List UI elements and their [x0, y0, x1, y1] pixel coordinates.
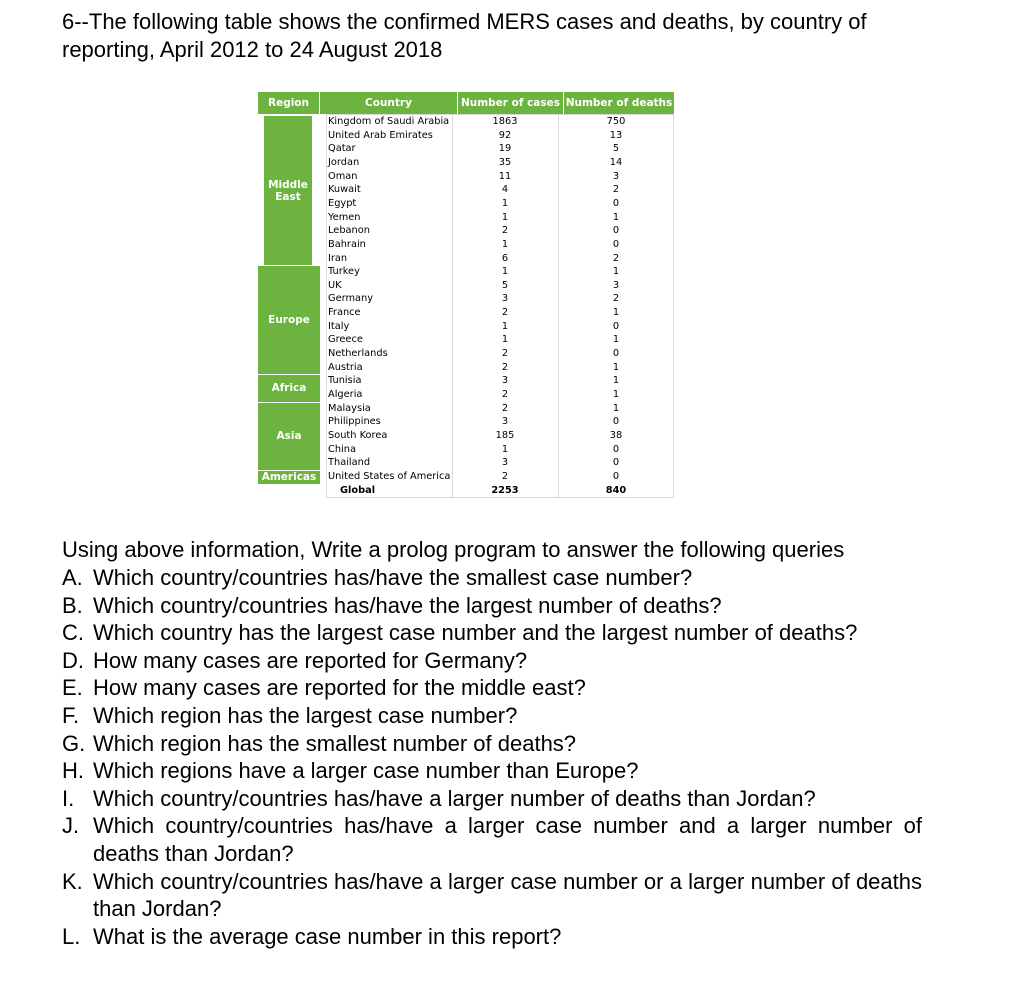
- cell-deaths: 1: [612, 266, 620, 278]
- cell-cases: 4: [501, 184, 509, 196]
- question-text: Which region has the smallest number of deaths?: [93, 730, 577, 756]
- cell-country: South Korea: [328, 429, 388, 441]
- cell-deaths: 0: [612, 457, 620, 469]
- region-label: Americas: [258, 470, 320, 484]
- question-item: [62, 868, 922, 923]
- cell-cases: 19: [498, 143, 512, 155]
- cell-cases: 185: [495, 429, 515, 441]
- question-list: [62, 564, 922, 950]
- cell-cases: 3: [501, 416, 509, 428]
- question-letter: I.: [62, 785, 75, 811]
- cell-cases: 1: [501, 197, 509, 209]
- question-item: [62, 812, 922, 867]
- cell-country: Lebanon: [328, 225, 370, 237]
- question-letter: C.: [62, 620, 84, 646]
- question-item: [62, 923, 922, 951]
- question-letter: D.: [62, 647, 84, 673]
- cell-deaths: 0: [612, 443, 620, 455]
- cell-deaths: 3: [612, 170, 620, 182]
- cell-cases: 1: [501, 443, 509, 455]
- cell-deaths: 750: [606, 116, 626, 127]
- question-text: Which country/countries has/have the largest number of deaths?: [93, 592, 722, 618]
- cell-country: France: [328, 307, 361, 319]
- cell-deaths: 1: [612, 361, 620, 373]
- cell-cases: 1: [501, 320, 509, 332]
- question-text: Which country has the largest case number and the largest number of deaths?: [93, 620, 858, 646]
- cell-country: Philippines: [328, 416, 381, 428]
- question-text: Which country/countries has/have a larger case number or a larger number of deaths than Jordan?: [93, 868, 922, 922]
- cell-deaths: 0: [612, 470, 620, 482]
- cell-deaths: 3: [612, 279, 620, 291]
- cell-deaths: 38: [609, 429, 623, 441]
- cell-country: Kingdom of Saudi Arabia: [328, 116, 450, 127]
- question-text: Which region has the largest case number?: [93, 702, 518, 728]
- cell-cases: 3: [501, 293, 509, 305]
- cell-cases: 1: [501, 334, 509, 346]
- question-letter: E.: [62, 675, 83, 701]
- header-deaths: Number of deaths: [564, 92, 674, 114]
- region-label: Asia: [258, 402, 320, 470]
- cell-deaths: 2: [612, 184, 620, 196]
- cell-cases: 35: [498, 156, 512, 168]
- cell-deaths: 2: [612, 293, 620, 305]
- question-text: Which regions have a larger case number than Europe?: [93, 758, 639, 784]
- question-letter: G.: [62, 730, 86, 756]
- question-letter: F.: [62, 702, 80, 728]
- cell-country: Tunisia: [328, 375, 362, 387]
- question-letter: L.: [62, 923, 81, 949]
- cell-deaths: 14: [609, 156, 623, 168]
- cell-cases: 1: [501, 266, 509, 278]
- cell-deaths: 1: [612, 334, 620, 346]
- region-label: Middle East: [264, 115, 312, 265]
- cell-country: Austria: [328, 361, 363, 373]
- cell-country: United Arab Emirates: [328, 129, 433, 141]
- cell-deaths: 1: [612, 375, 620, 387]
- region-label: Africa: [258, 374, 320, 401]
- question-text: Which country/countries has/have the smallest case number?: [93, 565, 693, 590]
- question-item: [62, 757, 922, 785]
- cell-country: Yemen: [328, 211, 361, 223]
- question-letter: K.: [62, 868, 83, 894]
- cell-cases: 6: [501, 252, 509, 264]
- question-text: Which country/countries has/have a larger case number and a larger number of deaths than Jordan?: [93, 813, 922, 866]
- question-letter: H.: [62, 758, 84, 784]
- cell-cases: 3: [501, 375, 509, 387]
- cell-deaths: 1: [612, 307, 620, 319]
- question-item: [62, 785, 922, 813]
- question-item: [62, 619, 922, 647]
- cell-country: Egypt: [328, 197, 357, 209]
- question-text: How many cases are reported for the middle east?: [93, 675, 586, 701]
- global-cases: 2253: [491, 484, 519, 496]
- cell-deaths: 0: [612, 348, 620, 360]
- cell-cases: 2: [501, 470, 509, 482]
- question-text: How many cases are reported for Germany?: [93, 647, 528, 673]
- cell-country: Thailand: [328, 457, 371, 469]
- cell-country: Turkey: [328, 266, 360, 278]
- cell-deaths: 1: [612, 211, 620, 223]
- cell-country: Algeria: [328, 389, 363, 400]
- cell-deaths: 5: [612, 143, 620, 155]
- cell-country: Germany: [328, 293, 374, 305]
- region-label: Europe: [258, 265, 320, 374]
- cell-country: Jordan: [328, 156, 360, 168]
- header-country: Country: [320, 92, 458, 114]
- cell-cases: 5: [501, 279, 509, 291]
- cell-deaths: 1: [612, 389, 620, 400]
- question-letter: J.: [62, 813, 80, 839]
- cell-cases: 3: [501, 457, 509, 469]
- question-item: [62, 564, 922, 592]
- cell-country: Kuwait: [328, 184, 361, 196]
- cell-country: Netherlands: [328, 348, 388, 360]
- question-item: [62, 674, 922, 702]
- cell-cases: 1863: [492, 116, 518, 127]
- prompt-text: Using above information, Write a prolog program to answer the following queries: [62, 537, 845, 562]
- question-item: [62, 730, 922, 758]
- question-letter: A.: [62, 565, 83, 590]
- cell-country: Italy: [328, 320, 350, 332]
- header-cases: Number of cases: [458, 92, 564, 114]
- cell-cases: 2: [501, 361, 509, 373]
- question-text: What is the average case number in this report?: [93, 923, 562, 949]
- cell-cases: 2: [501, 402, 509, 414]
- cell-country: Iran: [328, 252, 348, 264]
- cell-country: China: [328, 443, 356, 455]
- cell-deaths: 1: [612, 402, 620, 414]
- cell-country: Malaysia: [328, 402, 371, 414]
- cell-cases: 2: [501, 348, 509, 360]
- cell-deaths: 0: [612, 320, 620, 332]
- cell-country: Qatar: [328, 143, 356, 155]
- cell-country: United States of America: [328, 470, 451, 482]
- cell-cases: 2: [501, 307, 509, 319]
- cell-cases: 1: [501, 238, 509, 250]
- cell-deaths: 0: [612, 416, 620, 428]
- cell-country: Greece: [328, 334, 363, 346]
- question-title: 6--The following table shows the confirmed MERS cases and deaths, by country of reporting, April 2012 to 24 August 2018: [62, 9, 867, 62]
- question-text: Which country/countries has/have a larger number of deaths than Jordan?: [93, 785, 816, 811]
- cell-cases: 1: [501, 211, 509, 223]
- question-item: [62, 647, 922, 675]
- cell-cases: 92: [498, 129, 512, 141]
- cell-deaths: 0: [612, 238, 620, 250]
- cell-deaths: 0: [612, 197, 620, 209]
- global-label: Global: [340, 484, 376, 496]
- cell-deaths: 13: [609, 129, 623, 141]
- header-region: Region: [258, 92, 320, 114]
- cell-cases: 2: [501, 389, 509, 400]
- cell-cases: 2: [501, 225, 509, 237]
- cell-country: Oman: [328, 170, 358, 182]
- cell-deaths: 0: [612, 225, 620, 237]
- cell-deaths: 2: [612, 252, 620, 264]
- question-letter: B.: [62, 592, 83, 618]
- mers-table: [258, 92, 674, 498]
- cell-country: UK: [328, 279, 342, 291]
- cell-cases: 11: [498, 170, 512, 182]
- question-item: [62, 592, 922, 620]
- global-deaths: 840: [605, 484, 627, 496]
- cell-country: Bahrain: [328, 238, 366, 250]
- question-item: [62, 702, 922, 730]
